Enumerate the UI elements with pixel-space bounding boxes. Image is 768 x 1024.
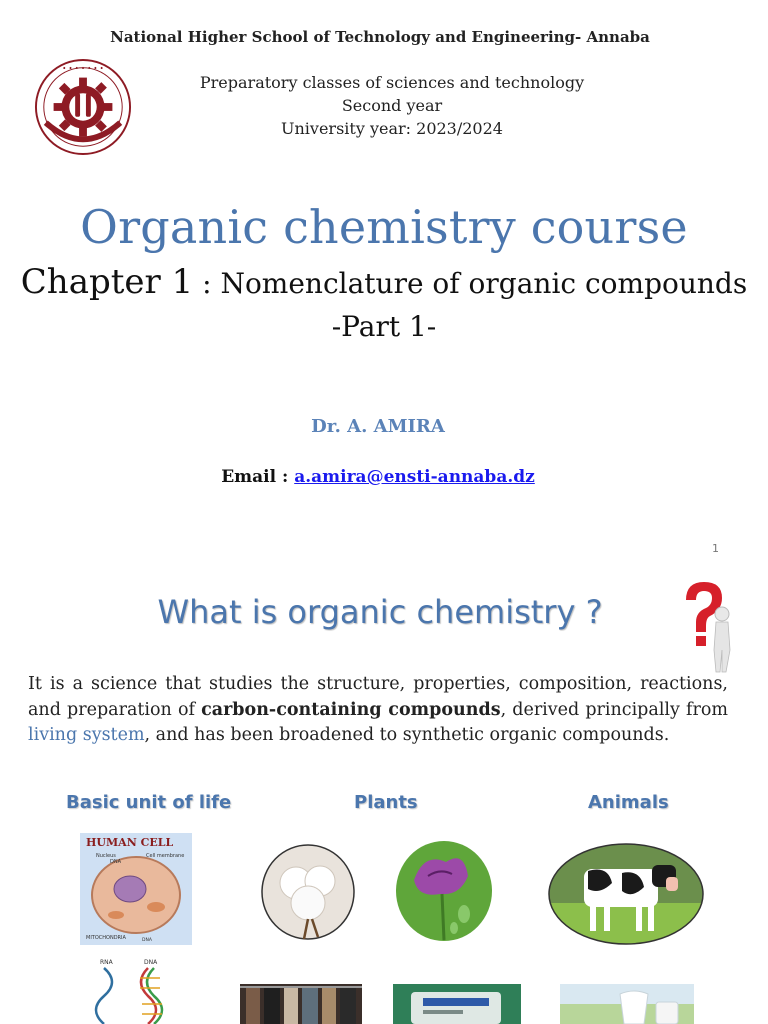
definition-highlight: living system xyxy=(28,725,145,745)
cell-label-dna: DNA xyxy=(110,859,122,865)
category-basic-unit-of-life: Basic unit of life xyxy=(66,792,232,813)
school-name: National Higher School of Technology and Engineering- Annaba xyxy=(110,28,650,46)
slide-heading: What is organic chemistry ? xyxy=(157,593,603,631)
definition-text-1: It is a science that studies the structure, properties, composition, reactions, and preparation of xyxy=(28,674,728,720)
cell-label-dna-2: DNA xyxy=(142,938,152,943)
definition-text-2: , derived principally from xyxy=(500,699,728,720)
poppy-image xyxy=(394,840,494,942)
email-link[interactable]: a.amira@ensti-annaba.dz xyxy=(294,467,535,487)
year-line: Second year xyxy=(341,96,443,115)
course-title: Organic chemistry course xyxy=(80,200,688,254)
svg-text:• • • • • • •: • • • • • • • xyxy=(62,64,104,73)
dna-label-dna: DNA xyxy=(144,959,158,966)
cotton-image xyxy=(260,843,356,941)
university-year-line: University year: 2023/2024 xyxy=(281,119,503,138)
cell-label-nucleus: Nucleus xyxy=(96,853,116,859)
chapter-number: Chapter 1 xyxy=(20,262,194,302)
medicine-image xyxy=(393,984,521,1024)
part-label: -Part 1- xyxy=(331,310,437,343)
dna-label-rna: RNA xyxy=(100,959,113,966)
cell-label-mitochondria: MITOCHONDRIA xyxy=(86,935,126,941)
chapter-heading xyxy=(0,262,768,302)
definition-bold: carbon-containing compounds xyxy=(201,699,501,720)
clothes-image xyxy=(240,984,362,1024)
milk-image xyxy=(560,984,694,1024)
page-number: 1 xyxy=(712,542,719,555)
author-name: Dr. A. AMIRA xyxy=(311,416,445,437)
program-line: Preparatory classes of sciences and technology xyxy=(199,73,585,92)
dna-image xyxy=(82,958,172,1024)
category-animals: Animals xyxy=(588,792,669,813)
cell-label-membrane: Cell membrane xyxy=(146,853,185,859)
chapter-title: : Nomenclature of organic compounds xyxy=(193,267,748,300)
human-cell-image xyxy=(80,833,192,945)
cell-title: HUMAN CELL xyxy=(86,836,174,849)
question-mark-person-icon xyxy=(676,578,742,674)
cow-image xyxy=(548,843,704,945)
email-line xyxy=(0,467,756,487)
definition-paragraph xyxy=(28,672,728,749)
school-emblem-gear-icon xyxy=(34,58,132,156)
email-label: Email : xyxy=(221,467,295,487)
definition-text-3: , and has been broadened to synthetic organic compounds. xyxy=(144,725,670,745)
category-plants: Plants xyxy=(354,792,418,813)
